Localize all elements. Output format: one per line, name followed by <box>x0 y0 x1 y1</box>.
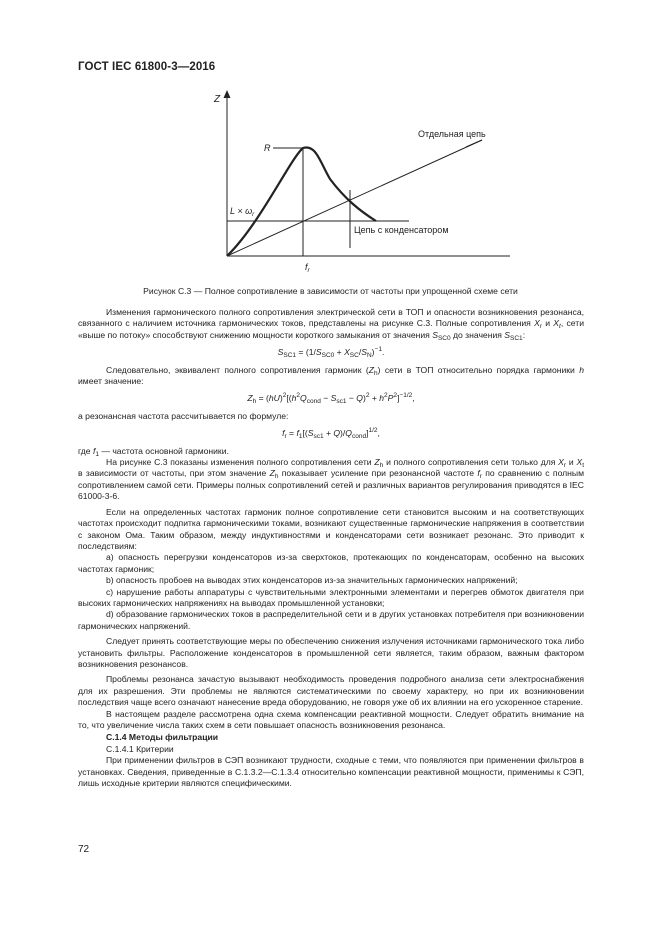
figure-caption: Рисунок С.3 — Полное сопротивление в зависимости от частоты при упрощенной схеме сети <box>143 286 518 296</box>
separate-circuit-line <box>227 140 482 256</box>
document-header: ГОСТ IEC 61800-3—2016 <box>78 61 216 73</box>
impedance-diagram <box>190 84 520 284</box>
resonance-curve <box>227 147 376 256</box>
paragraph-4: где $f_1$ — частота основной гармоники. <box>78 445 229 458</box>
section-subheading: С.1.4.1 Критерии <box>106 743 174 754</box>
list-item-d: d) образование гармонических токов в распределительной сети и в других установках потребителя при возникновении гармонических напряжений. <box>78 609 584 631</box>
l-omega-label: $L \times \omega_r$ <box>230 206 255 218</box>
paragraph-1: Изменения гармонического полного сопротивления электрической сети в ТОП и опасности возникновения резонанса, связанного с наличием источника гармонических токов, представлены на рисунке С.3. Полные сопротивления $X_r$ и $X_t$, сети «выше по потоку» способствуют снижению мощности короткого замыкания от значения $S_{SC0}$ до значения $S_{SC1}$: <box>78 307 584 342</box>
paragraph-6: Если на определенных частотах гармоник полное сопротивление сети становится высоким и на соответствующих частотах происходит подпитка гармоническими токами, возникают существенные гармонические напряжения в соответствии с законом Ома. Таким образом, между индуктивностями и конденсаторами сети возникает резонанс. Это приводит к последствиям: <box>78 506 584 551</box>
z-axis-label: Z <box>214 94 221 105</box>
paragraph-8: Проблемы резонанса зачастую вызывают необходимость проведения подробного анализа сети электроснабжения для их разрешения. Эти проблемы не являются систематическими по своему характеру, но при их возникновении последствия чаще всего означают нанесение вреда оборудованию, не говоря уже об их влиянии на его ускоренное старение. <box>78 674 584 708</box>
paragraph-9: В настоящем разделе рассмотрена одна схема компенсации реактивной мощности. Следует обратить внимание на то, что увеличение числа таких схем в сети повышает опасность возникновения резонанса. <box>78 708 584 730</box>
separate-circuit-label: Отдельная цепь <box>418 129 486 139</box>
formula-zh: $Z_h = (hU)^2[(h^2Q_{cond} - S_{sc1} - Q)^2 + h^2P^2]^{-1/2}$, <box>247 392 415 406</box>
paragraph-10: При применении фильтров в СЭП возникают трудности, сходные с теми, что появляются при применении фильтров в установках. Сведения, приведенные в С.1.3.2—С.1.3.4 относительно компенсации реактивной мощности, применимы к СЭП, лишь исходные критерии являются специфическими. <box>78 755 584 789</box>
capacitor-circuit-label: Цепь с конденсатором <box>354 225 449 235</box>
formula-fr: $f_r = f_1[(S_{sc1} + Q)/Q_{cond}]^{1/2}$, <box>282 427 380 441</box>
y-axis-arrow <box>224 90 231 98</box>
section-heading: С.1.4 Методы фильтрации <box>106 732 219 743</box>
separate-circuit-leader <box>466 140 482 147</box>
document-body <box>78 307 584 789</box>
formula-ssc1: $S_{SC1} = (1/S_{SC0} + X_{SC}/S_N)^{-1}$. <box>277 346 385 360</box>
paragraph-3: а резонансная частота рассчитывается по формуле: <box>78 410 289 421</box>
paragraph-7: Следует принять соответствующие меры по обеспечению снижения излучения источниками гармонического тока либо установить фильтры. Расположение конденсаторов в промышленной сети является, таким образом, важным фактором возникновения резонансов. <box>78 636 584 669</box>
impedance-figure <box>190 84 520 284</box>
paragraph-5: На рисунке С.3 показаны изменения полного сопротивления сети $Z_h$ и полного сопротивления сети только для $X_r$ и $X_t$ в зависимости от частоты, при этом значение $Z_h$ показывает усиление при резонансной частоте $f_r$ по сравнению с полным сопротивлением самой сети. Примеры полных сопротивлений сетей и различных вариантов регулирования приводятся в IEC 61000-3-6. <box>78 457 585 502</box>
list-item-b: b) опасность пробоев на выводах этих конденсаторов из-за значительных гармонических напряжений; <box>106 575 518 586</box>
fr-label: $f_r$ <box>305 262 310 274</box>
list-item-a: a) опасность перегрузки конденсаторов из-за сверхтоков, протекающих по конденсаторам, особенно на высоких частотах гармоник; <box>78 552 584 574</box>
r-label: R <box>264 143 271 153</box>
page-number: 72 <box>78 844 90 855</box>
paragraph-2: Следовательно, эквивалент полного сопротивления гармоник $(Z_h)$ сети в ТОП относительно порядка гармоники h имеет значение: <box>78 364 584 387</box>
list-item-c: c) нарушение работы аппаратуры с чувствительными электронными элементами и перегрев обмоток двигателя при высоких гармонических напряжениях на выводах промышленной установки; <box>78 586 584 608</box>
